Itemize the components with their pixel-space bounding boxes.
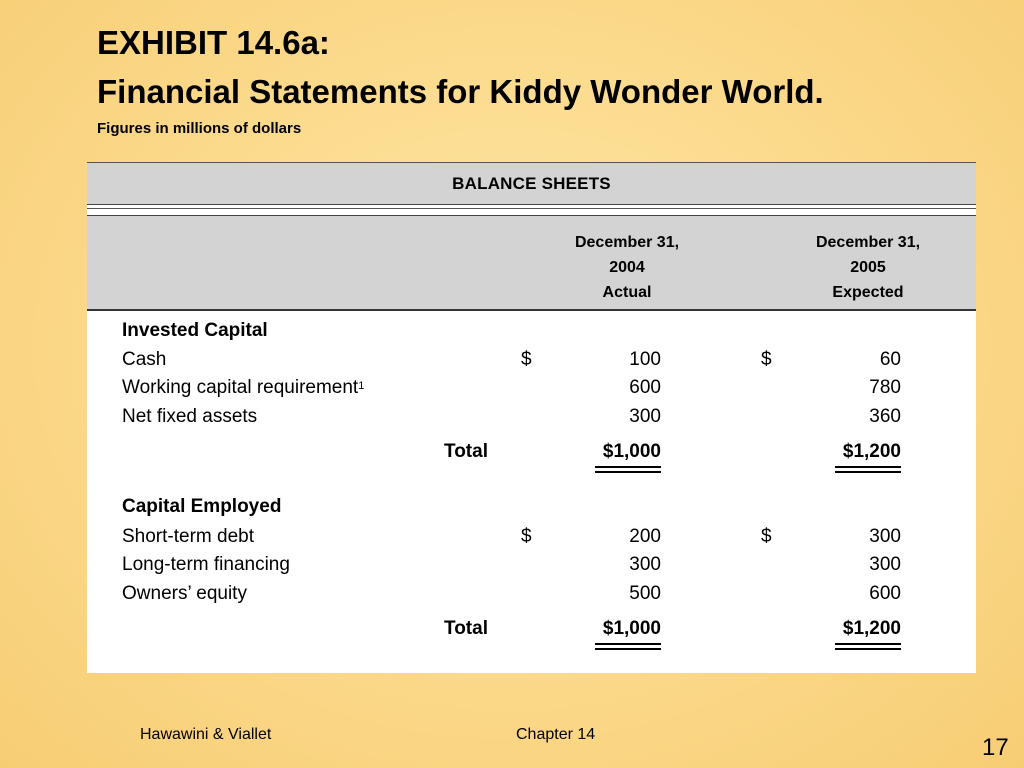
cell-2004: 500 xyxy=(629,583,661,604)
cell-2004 xyxy=(521,526,661,548)
table-title: BALANCE SHEETS xyxy=(452,174,611,193)
double-underline xyxy=(835,643,901,650)
cell-2004: 600 xyxy=(629,377,661,398)
double-underline xyxy=(595,643,661,650)
divider xyxy=(87,208,976,209)
cell-value: 300 xyxy=(869,526,901,547)
cell-value: 60 xyxy=(879,349,901,370)
row-label-net-fixed-assets: Net fixed assets xyxy=(122,406,258,427)
slide-title: EXHIBIT 14.6a: xyxy=(97,24,330,61)
cell-value: 100 xyxy=(629,349,661,370)
total-2005: $1,200 xyxy=(842,441,901,462)
column-header-line: Actual xyxy=(602,284,652,301)
cell-2005: 360 xyxy=(869,406,901,427)
currency-symbol: $ xyxy=(761,349,772,370)
cell-2005: 600 xyxy=(869,583,901,604)
column-header-line: December 31, xyxy=(815,234,921,251)
total-label: Total xyxy=(444,618,488,639)
row-label-owners-equity: Owners’ equity xyxy=(122,583,247,604)
row-label-long-term-financing: Long-term financing xyxy=(122,554,290,575)
double-underline xyxy=(595,466,661,473)
cell-2004: 300 xyxy=(629,554,661,575)
row-label-cash: Cash xyxy=(122,349,167,370)
section-heading-invested-capital: Invested Capital xyxy=(122,320,268,341)
row-label-working-capital-requirement xyxy=(122,377,364,399)
cell-2005 xyxy=(761,349,901,371)
footer-authors: Hawawini & Viallet xyxy=(140,726,272,743)
cell-2004 xyxy=(521,349,661,371)
footnote-marker: 1 xyxy=(358,380,365,392)
double-underline xyxy=(835,466,901,473)
row-label-short-term-debt: Short-term debt xyxy=(122,526,254,547)
page-number: 17 xyxy=(982,734,1009,761)
column-header-2004 xyxy=(542,230,712,305)
currency-symbol: $ xyxy=(521,349,532,370)
total-2005: $1,200 xyxy=(842,618,901,639)
column-header-2005 xyxy=(783,230,953,305)
cell-2005: 300 xyxy=(869,554,901,575)
currency-symbol: $ xyxy=(761,526,772,547)
total-2004: $1,000 xyxy=(602,441,661,462)
row-label-text: Working capital requirement xyxy=(122,377,359,398)
cell-value: 200 xyxy=(629,526,661,547)
total-label: Total xyxy=(444,441,488,462)
slide-subtitle: Figures in millions of dollars xyxy=(97,120,302,137)
currency-symbol: $ xyxy=(521,526,532,547)
cell-2005: 780 xyxy=(869,377,901,398)
cell-2005 xyxy=(761,526,901,548)
section-heading-capital-employed: Capital Employed xyxy=(122,496,282,517)
column-header-line: Expected xyxy=(832,284,904,301)
column-header-line: 2004 xyxy=(609,259,645,276)
balance-sheet-exhibit xyxy=(87,162,976,673)
cell-2004: 300 xyxy=(629,406,661,427)
slide-heading: Financial Statements for Kiddy Wonder World. xyxy=(97,73,824,110)
column-header-line: 2005 xyxy=(850,259,886,276)
total-2004: $1,000 xyxy=(602,618,661,639)
column-header-line: December 31, xyxy=(574,234,680,251)
footer-chapter: Chapter 14 xyxy=(516,726,596,743)
